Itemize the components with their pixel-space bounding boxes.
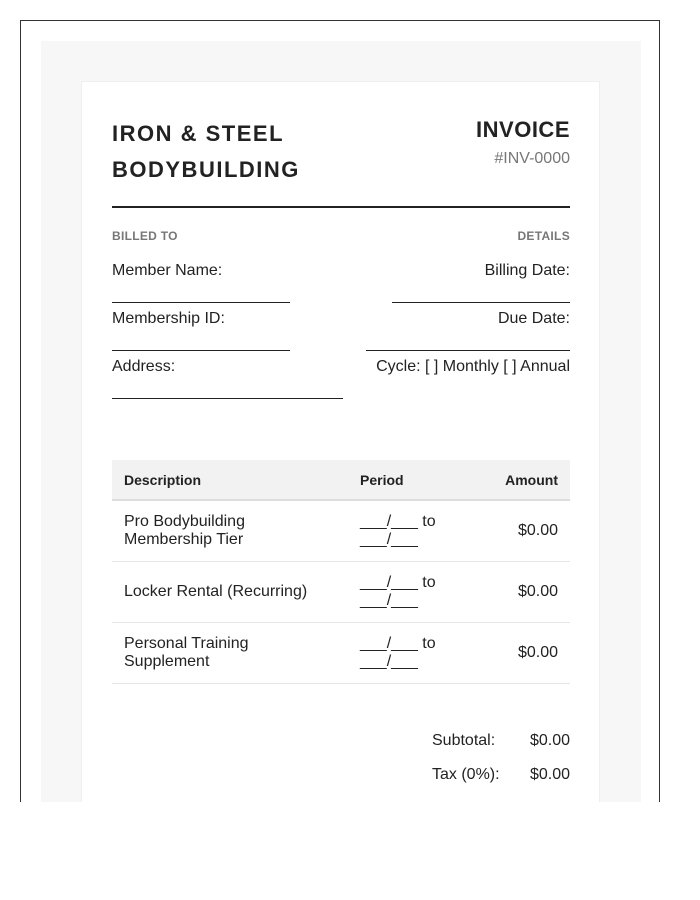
row-description-line: Personal Training (124, 634, 249, 652)
row-period-line: ___/___ to (360, 573, 436, 591)
section-labels (112, 229, 570, 249)
row-description-line: Membership Tier (124, 530, 244, 548)
invoice-number: #INV-0000 (494, 150, 570, 167)
membership-id-blank[interactable] (112, 350, 290, 351)
row-period-line: ___/___ (360, 591, 418, 609)
column-header-period: Period (348, 460, 468, 500)
billing-cycle-options[interactable]: Cycle: [ ] Monthly [ ] Annual (376, 358, 570, 375)
line-items-table (112, 460, 570, 684)
details-label: DETAILS (517, 229, 570, 243)
billing-date-label: Billing Date: (484, 262, 570, 279)
row-period[interactable] (348, 561, 468, 622)
table-row (112, 500, 570, 561)
subtotal-label: Subtotal: (432, 732, 496, 749)
row-period-line: ___/___ to (360, 634, 436, 652)
row-description-line: Pro Bodybuilding (124, 512, 245, 530)
table-row (112, 622, 570, 683)
column-header-amount: Amount (468, 460, 570, 500)
invoice-header (112, 110, 570, 208)
invoice-title: INVOICE (476, 117, 570, 142)
member-name-label: Member Name: (112, 262, 223, 279)
column-header-description: Description (112, 460, 348, 500)
subtotal-value: $0.00 (529, 732, 570, 749)
row-period[interactable] (348, 622, 468, 683)
table-header-row (112, 460, 570, 500)
row-period-line: ___/___ (360, 530, 418, 548)
billing-date-blank[interactable] (392, 302, 570, 303)
row-description (112, 622, 348, 683)
tax-label: Tax (0%): (432, 766, 500, 783)
member-name-blank[interactable] (112, 302, 290, 303)
due-date-label: Due Date: (497, 310, 570, 327)
row-period-line: ___/___ (360, 652, 418, 670)
company-name-line-1: IRON & STEEL (112, 121, 285, 146)
table-row (112, 561, 570, 622)
row-description (112, 561, 348, 622)
membership-id-label: Membership ID: (112, 310, 225, 327)
row-description-line: Supplement (124, 652, 210, 670)
row-amount: $0.00 (468, 500, 570, 561)
row-period-line: ___/___ to (360, 512, 436, 530)
address-blank[interactable] (112, 398, 343, 399)
row-amount: $0.00 (468, 622, 570, 683)
tax-value: $0.00 (529, 766, 570, 783)
row-description (112, 500, 348, 561)
address-label: Address: (112, 358, 176, 375)
company-name (112, 116, 372, 188)
due-date-blank[interactable] (366, 350, 570, 351)
billed-to-label: BILLED TO (112, 229, 178, 243)
invoice-content (112, 110, 570, 783)
company-name-line-2: BODYBUILDING (112, 157, 300, 182)
row-amount: $0.00 (468, 561, 570, 622)
row-period[interactable] (348, 500, 468, 561)
row-description-line: Locker Rental (Recurring) (124, 582, 308, 600)
